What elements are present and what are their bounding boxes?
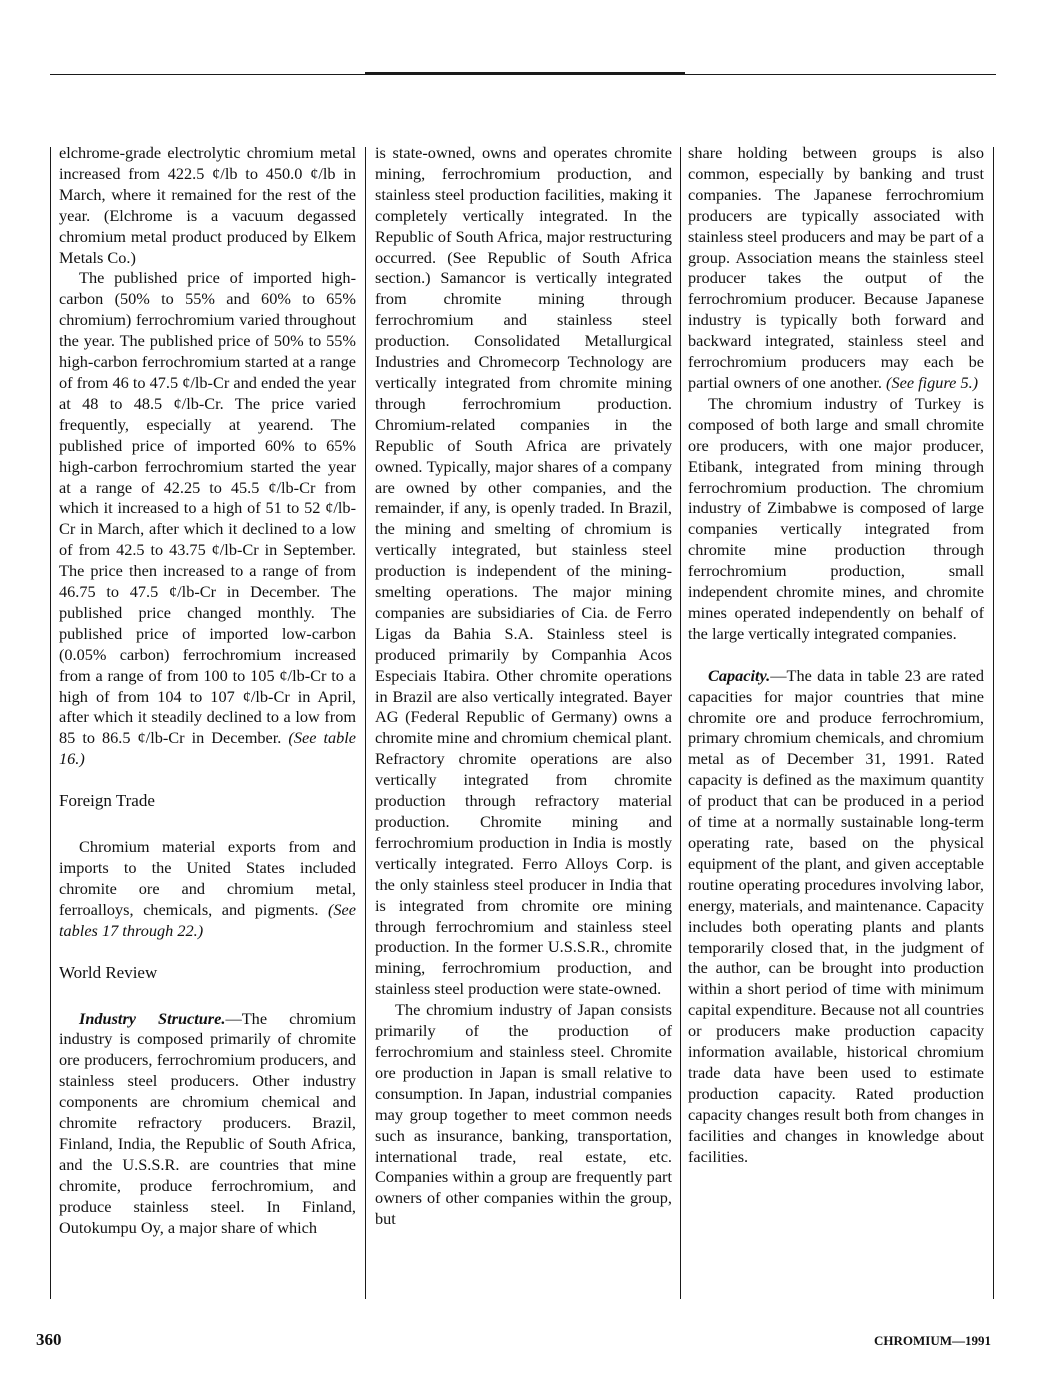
run-in-heading: Industry Structure. [79, 1008, 226, 1028]
table-reference: (See tables 17 through 22.) [59, 899, 356, 940]
text-column-3 [688, 143, 984, 1168]
paragraph-japan-cont [688, 143, 984, 394]
column-rule-1 [365, 147, 366, 1299]
column-rule-left [50, 147, 51, 1299]
column-rule-2 [680, 147, 681, 1299]
paragraph-text: —The chromium industry is composed primarily of chromite ore producers, ferrochromium producers, and stainless steel producers. Other industry components are chromium chemical and chromite refractory producers. Brazil, Finland, India, the Republic of South Africa, and the U.S.S.R. are countries that mine chromite, produce ferrochromium, and produce stainless steel. In Finland, Outokumpu Oy, a major share of which [59, 1008, 356, 1237]
section-heading-world-review: World Review [59, 962, 158, 982]
column-rule-right [993, 147, 994, 1299]
paragraph-capacity [688, 666, 984, 1168]
paragraph-text: —The data in table 23 are rated capacities for major countries that mine chromite ore and produce ferrochromium, primary chromium chemicals, and chromium metal as of December 31, 1991. Rated capacity is defined as the maximum quantity of product that can be produced in a period of time at a normally sustainable long-term operating rate, based on the physical equipment of the plant, and given acceptable routine operating procedures involving labor, energy, materials, and maintenance. Capacity includes both operating plants and plants temporarily closed that, in the judgment of the author, can be brought into production within a short period of time with minimum capital expenditure. Because not all countries or producers make production capacity information available, historical chromium trade data have been used to estimate production capacity. Rated production capacity changes result both from changes in facilities and changes in knowledge about facilities. [688, 665, 984, 1166]
running-title: CHROMIUM—1991 [874, 1333, 991, 1348]
paragraph: elchrome-grade electrolytic chromium metal increased from 422.5 ¢/lb to 450.0 ¢/lb in March, where it remained for the rest of the year. (Elchrome is a vacuum degassed chromium metal product produced by Elkem Metals Co.) [59, 143, 356, 267]
paragraph-gap [688, 645, 984, 666]
paragraph-industry-structure [59, 1009, 356, 1239]
page-number: 360 [36, 1330, 62, 1349]
section-heading-foreign-trade: Foreign Trade [59, 791, 155, 811]
paragraph: is state-owned, owns and operates chromite mining, ferrochromium production, and stainless steel production facilities, making it completely vertically integrated. In the Republic of South Africa, major restructuring occurred. (See Republic of South Africa section.) Samancor is vertically integrated from chromite mining through ferrochromium and stainless steel production. Consolidated Metallurgical Industries and Chromecorp Technology are vertically integrated from chromite mining through ferrochromium production. Chromium-related companies in the Republic of South Africa are privately owned. Typically, major shares of a company are owned by other companies, and the remainder, if any, is openly traded. In Brazil, the mining and smelting of chromium is vertically integrated, but stainless steel production is independent of the mining-smelting operations. The major mining companies are subsidiaries of Cia. de Ferro Ligas da Bahia S.A. Stainless steel is produced primarily by Companhia Acos Especiais Itabira. Other chromite operations in Brazil are also vertically integrated. Bayer AG (Federal Republic of Germany) owns a chromite mine and chromium chemical plant. Refractory chromite operations are also vertically integrated from chromite production through refractory material production. Chromite mining and ferrochromium production in India is mostly vertically integrated. Ferro Alloys Corp. is the only stainless steel producer in India that is integrated from chromite ore mining through ferrochromium and stainless steel production. In the former U.S.S.R., chromite mining, ferrochromium production, and stainless steel production were state-owned. [375, 143, 672, 999]
text-column-1 [59, 143, 356, 1239]
table-reference: (See table 16.) [59, 728, 357, 769]
paragraph-text: share holding between groups is also common, especially by banking and trust companies. The Japanese ferrochromium producers are typically associated with stainless steel producers and may be part of a group. Association means the stainless steel producer takes the output of the ferrochromium producer. Because Japanese industry is typically both forward and backward integrated, stainless steel and ferrochromium producers may each be partial owners of one another. [688, 143, 984, 392]
paragraph-japan: The chromium industry of Japan consists primarily of the production of ferrochromium and stainless steel. Chromite ore production in Japan is small relative to consumption. In Japan, industrial companies may group together to meet common needs such as insurance, banking, transportation, international trade, real estate, etc. Companies within a group are frequently part owners of other companies within the group, but [375, 1000, 672, 1229]
paragraph-text: The published price of imported high-carbon (50% to 55% and 60% to 65% chromium) ferrochromium varied throughout the year. The published price of 50% to 55% high-carbon ferrochromium started at a range of from 46 to 47.5 ¢/lb-Cr and ended the year at 48 to 48.5 ¢/lb-Cr. The price varied frequently, especially at yearend. The published price of imported 60% to 65% high-carbon ferrochromium started the year at a range of 42.25 to 45.5 ¢/lb-Cr from which it increased to a high of 51 to 52 ¢/lb-Cr in March, after which it declined to a low of from 42.5 to 43.75 ¢/lb-Cr in September. The price then increased to a range of from 46.75 to 47.5 ¢/lb-Cr in December. The published price changed monthly. The published price of imported low-carbon (0.05% carbon) ferrochromium increased from a range of from 100 to 105 ¢/lb-Cr to a high of from 104 to 107 ¢/lb-Cr in April, after which it steadily declined to a low from 85 to 86.5 ¢/lb-Cr in December. [59, 268, 356, 748]
paragraph-foreign-trade [59, 837, 356, 942]
run-in-heading: Capacity. [708, 665, 771, 685]
header-rule-accent [365, 72, 685, 75]
text-column-2 [375, 143, 672, 1230]
paragraph-turkey-zimbabwe: The chromium industry of Turkey is composed of both large and small chromite ore producers, with one major producer, Etibank, integrated from mining through ferrochromium production. The chromium industry of Zimbabwe is composed of large companies vertically integrated from chromite mine production through ferrochromium production, small independent chromite mines, and chromite mines operated independently on behalf of the large vertically integrated companies. [688, 393, 984, 643]
figure-reference: (See figure 5.) [886, 372, 979, 392]
paragraph-text: Chromium material exports from and imports to the United States included chromite ore and chromium metal, ferroalloys, chemicals, and pigments. [59, 837, 356, 919]
paragraph-price-ferrochromium [59, 268, 356, 770]
